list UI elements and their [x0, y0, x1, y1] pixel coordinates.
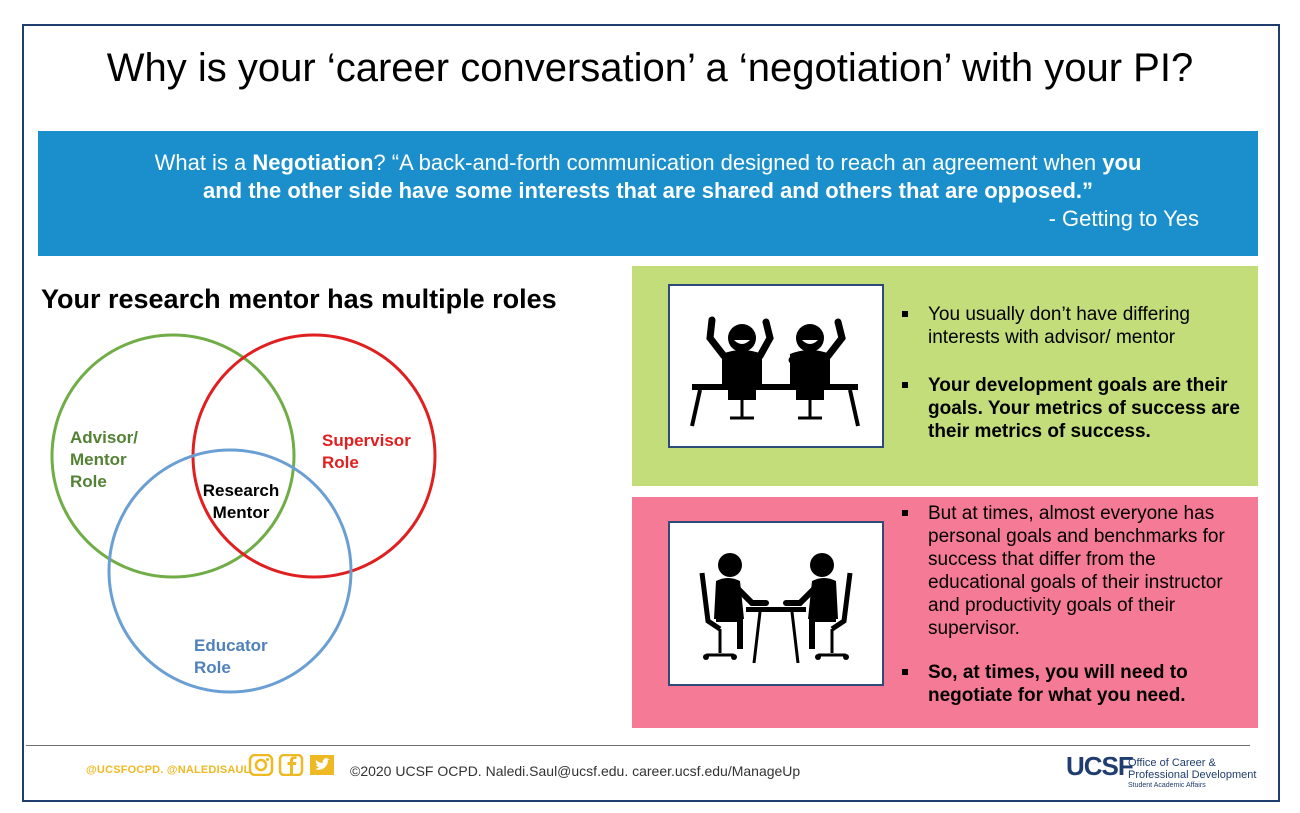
copyright-text: ©2020 UCSF OCPD. Naledi.Saul@ucsf.edu. career.ucsf.edu/ManageUp — [350, 763, 801, 779]
center-label-line: Mentor — [212, 503, 270, 522]
educator-role-label — [194, 635, 268, 679]
shared-interests-bullets — [900, 303, 1250, 443]
educator-label-line: Educator — [194, 636, 268, 655]
advisor-role-label — [70, 427, 138, 493]
bullet-item: You usually don’t have differing interests with advisor/ mentor — [900, 303, 1250, 349]
twitter-icon[interactable] — [309, 754, 335, 776]
logo-line: Office of Career & — [1128, 757, 1216, 769]
bullet-item: But at times, almost everyone has personal goals and benchmarks for success that differ from the educational goals of their instructor and productivity goals of their supervisor. — [900, 502, 1250, 640]
definition-line-2: and the other side have some interests that are shared and others that are opposed.” — [202, 178, 1093, 203]
meeting-people-icon — [668, 521, 884, 686]
definition-lead: What is a — [154, 150, 253, 175]
advisor-label-line: Advisor/ — [70, 428, 139, 447]
advisor-label-line: Role — [70, 472, 107, 491]
bullet-item: So, at times, you will need to negotiate for what you need. — [900, 661, 1250, 707]
logo-line: Student Academic Affairs — [1128, 782, 1206, 789]
definition-term: Negotiation — [252, 150, 374, 175]
advisor-label-line: Mentor — [70, 450, 127, 469]
supervisor-label-line: Supervisor — [322, 431, 411, 450]
differing-goals-panel — [632, 497, 1258, 728]
research-mentor-label — [191, 480, 291, 524]
logo-mark: UCSF — [1066, 751, 1133, 781]
definition-you: you — [1102, 150, 1142, 175]
supervisor-label-line: Role — [322, 453, 359, 472]
social-handles: @UCSFOCPD. @NALEDISAUL — [86, 764, 251, 776]
bullet-item: Your development goals are their goals. Your metrics of success are their metrics of success. — [900, 374, 1250, 443]
logo-line: Professional Development — [1128, 769, 1257, 781]
definition-line-1 — [38, 149, 1258, 177]
supervisor-role-label — [322, 430, 411, 474]
definition-box — [38, 131, 1258, 256]
educator-label-line: Role — [194, 658, 231, 677]
instagram-icon[interactable] — [248, 754, 274, 776]
differing-goals-bullets — [900, 502, 1250, 707]
roles-heading: Your research mentor has multiple roles — [41, 284, 557, 314]
facebook-icon[interactable] — [278, 754, 304, 776]
shared-interests-panel — [632, 266, 1258, 486]
logo-text — [1128, 757, 1278, 790]
definition-attribution: - Getting to Yes — [1048, 206, 1199, 231]
celebrating-people-icon — [668, 284, 884, 448]
definition-mid: ? “A back-and-forth communication designed to reach an agreement when — [373, 150, 1103, 175]
center-label-line: Research — [202, 481, 280, 500]
footer-divider — [26, 745, 1250, 746]
page-title: Why is your ‘career conversation’ a ‘negotiation’ with your PI? — [106, 46, 1194, 90]
